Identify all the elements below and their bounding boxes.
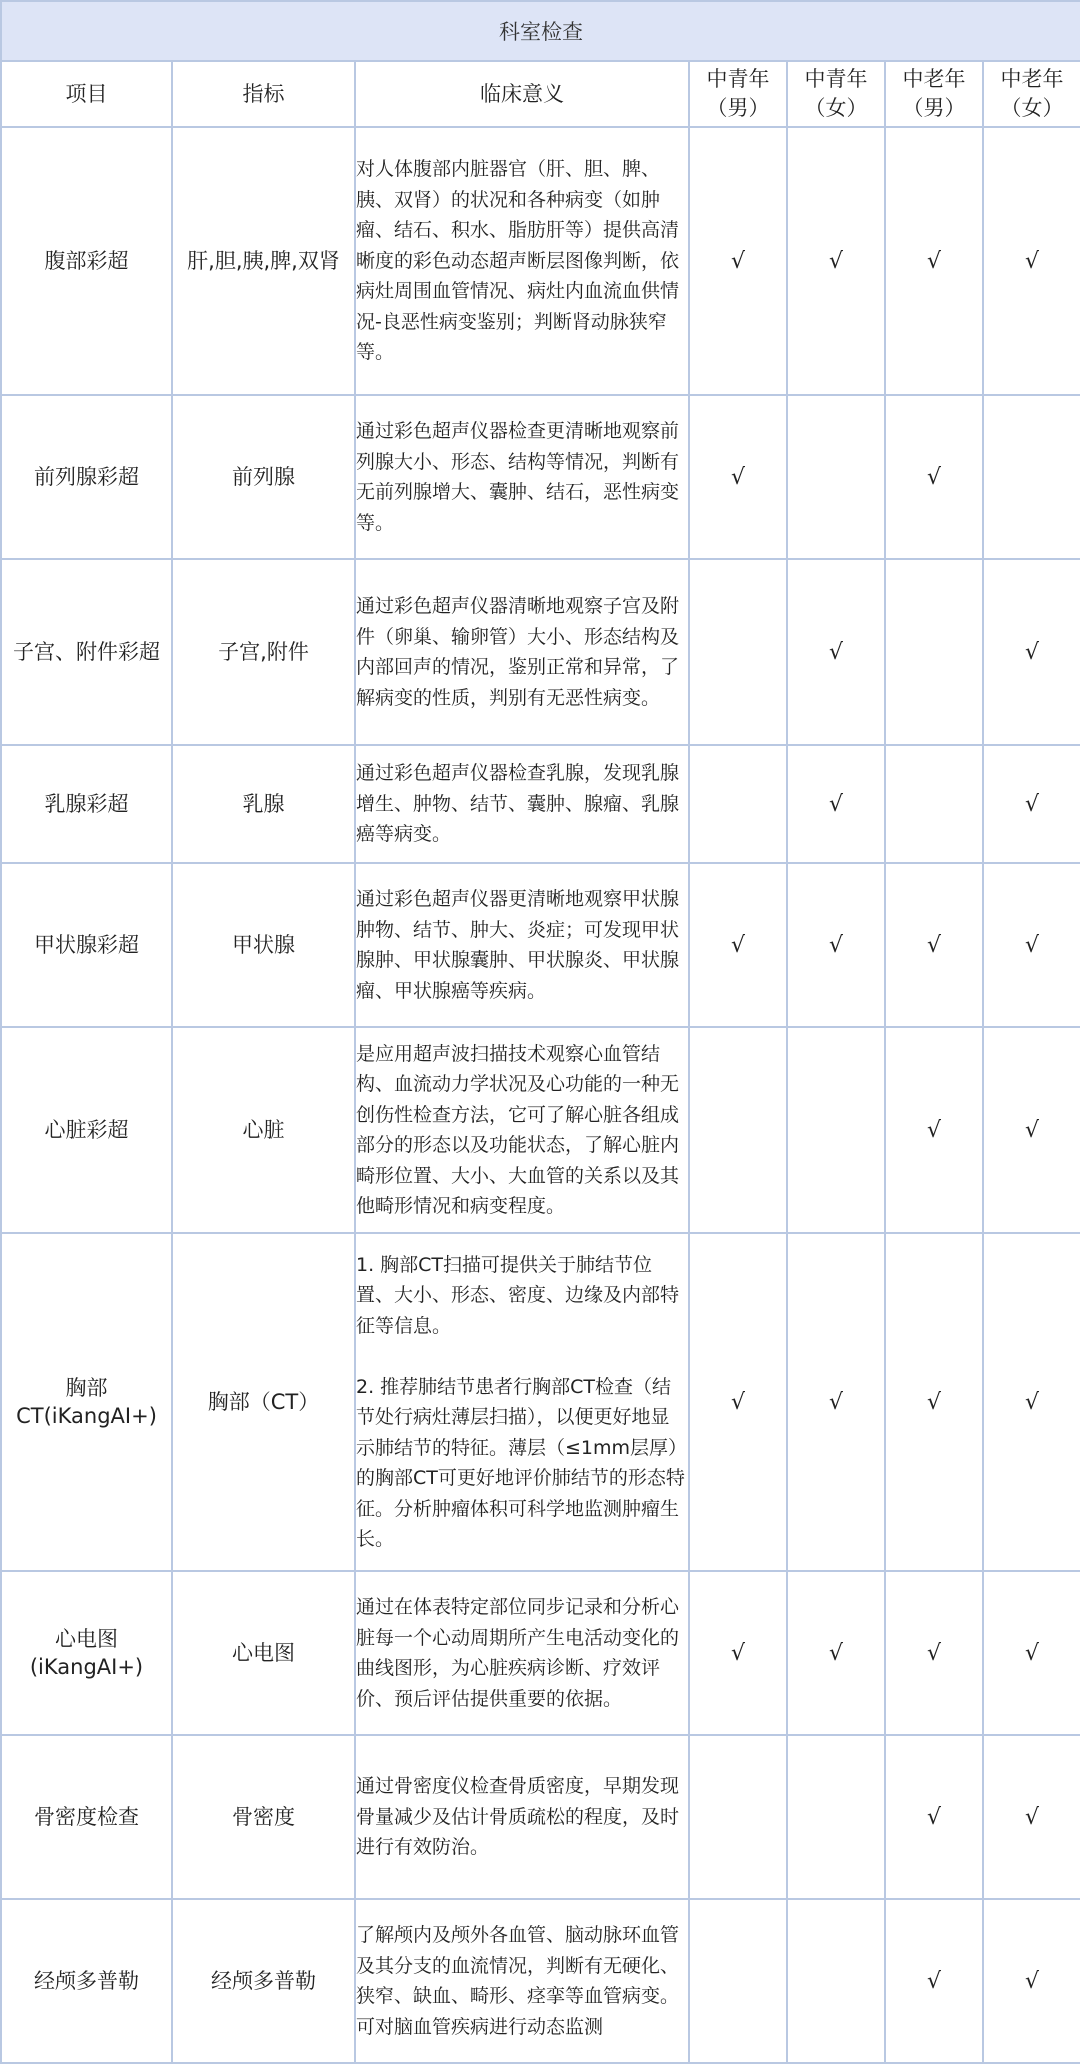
table-body [1,127,1080,2063]
check-young-female [787,1571,885,1735]
indicator: 经颅多普勒 [172,1899,355,2063]
clinical-meaning: 通过彩色超声仪器清晰地观察子宫及附件（卵巢、输卵管）大小、形态结构及内部回声的情况，鉴别正常和异常，了解病变的性质，判别有无恶性病变。 [355,559,689,745]
check-mark-icon: √ [1025,1804,1040,1830]
check-mark-icon: √ [828,639,844,665]
title-row [1,1,1080,61]
check-mark-icon: √ [926,1968,942,1994]
check-senior-female [983,1899,1080,2063]
table-row [1,559,1080,745]
check-senior-female [983,1571,1080,1735]
header-senior-male: 中老年 （男） [885,61,983,127]
clinical-meaning: 通过骨密度仪检查骨质密度，早期发现骨量减少及估计骨质疏松的程度，及时进行有效防治。 [355,1735,689,1899]
check-senior-female [983,1027,1080,1233]
clinical-meaning: 1. 胸部CT扫描可提供关于肺结节位置、大小、形态、密度、边缘及内部特征等信息。 2. 推荐肺结节患者行胸部CT检查（结节处行病灶薄层扫描），以便更好地显示肺结节的特征。薄层（≤1mm层厚）的胸部CT可更好地评价肺结节的形态特征。分析肿瘤体积可科学地监测肿瘤生长。 [355,1233,689,1571]
clinical-meaning: 对人体腹部内脏器官（肝、胆、脾、胰、双肾）的状况和各种病变（如肿瘤、结石、积水、脂肪肝等）提供高清晰度的彩色动态超声断层图像判断，依病灶周围血管情况、病灶内血流血供情况-良恶性病变鉴别；判断肾动脉狭窄等。 [355,127,689,395]
header-young-male: 中青年 （男） [689,61,787,127]
header-young-female: 中青年 （女） [787,61,885,127]
check-senior-male [885,1899,983,2063]
item-name: 骨密度检查 [1,1735,172,1899]
check-senior-male [885,1735,983,1899]
check-senior-female [983,1735,1080,1899]
check-young-male [689,1571,787,1735]
clinical-meaning: 通过彩色超声仪器更清晰地观察甲状腺肿物、结节、肿大、炎症；可发现甲状腺肿、甲状腺囊肿、甲状腺炎、甲状腺瘤、甲状腺癌等疾病。 [355,863,689,1027]
check-young-male [689,1735,787,1899]
check-senior-female [983,863,1080,1027]
item-name: 胸部 CT(iKangAI+) [1,1233,172,1571]
check-young-male [689,863,787,1027]
check-senior-female [983,395,1080,559]
item-name: 心脏彩超 [1,1027,172,1233]
indicator: 前列腺 [172,395,355,559]
indicator: 心脏 [172,1027,355,1233]
check-senior-male [885,127,983,395]
check-mark-icon: √ [1025,1968,1040,1994]
check-young-male [689,1233,787,1571]
header-indicator: 指标 [172,61,355,127]
table-row [1,395,1080,559]
item-name: 经颅多普勒 [1,1899,172,2063]
clinical-meaning: 了解颅内及颅外各血管、脑动脉环血管及其分支的血流情况，判断有无硬化、狭窄、缺血、畸形、痉挛等血管病变。可对脑血管疾病进行动态监测 [355,1899,689,2063]
header-item: 项目 [1,61,172,127]
check-young-male [689,745,787,863]
check-mark-icon: √ [828,932,844,958]
item-name: 乳腺彩超 [1,745,172,863]
check-young-female [787,1735,885,1899]
check-mark-icon: √ [926,1804,942,1830]
header-clinical-meaning: 临床意义 [355,61,689,127]
check-young-male [689,1899,787,2063]
indicator: 胸部（CT） [172,1233,355,1571]
clinical-meaning: 通过彩色超声仪器检查乳腺，发现乳腺增生、肿物、结节、囊肿、腺瘤、乳腺癌等病变。 [355,745,689,863]
check-young-female [787,559,885,745]
check-young-female [787,395,885,559]
item-name: 甲状腺彩超 [1,863,172,1027]
table-row [1,745,1080,863]
check-mark-icon: √ [730,464,746,490]
check-mark-icon: √ [1025,639,1040,665]
table-row [1,1735,1080,1899]
check-mark-icon: √ [730,1640,746,1666]
check-senior-female [983,1233,1080,1571]
check-mark-icon: √ [1025,932,1040,958]
check-senior-male [885,1571,983,1735]
check-mark-icon: √ [926,932,942,958]
check-senior-female [983,127,1080,395]
check-senior-male [885,395,983,559]
table-row [1,1571,1080,1735]
check-young-male [689,559,787,745]
check-mark-icon: √ [926,1117,942,1143]
check-young-male [689,1027,787,1233]
check-mark-icon: √ [1025,1117,1040,1143]
indicator: 心电图 [172,1571,355,1735]
table-row [1,863,1080,1027]
indicator: 子宫,附件 [172,559,355,745]
check-mark-icon: √ [828,791,844,817]
check-young-male [689,395,787,559]
check-senior-female [983,745,1080,863]
check-senior-male [885,745,983,863]
check-young-female [787,127,885,395]
check-mark-icon: √ [730,1389,746,1415]
check-senior-male [885,559,983,745]
check-young-female [787,863,885,1027]
table-row [1,1027,1080,1233]
check-young-female [787,1233,885,1571]
check-mark-icon: √ [828,1640,844,1666]
check-senior-male [885,1233,983,1571]
check-mark-icon: √ [926,1640,942,1666]
table-row [1,1233,1080,1571]
clinical-meaning: 是应用超声波扫描技术观察心血管结构、血流动力学状况及心功能的一种无创伤性检查方法，它可了解心脏各组成部分的形态以及功能状态，了解心脏内畸形位置、大小、大血管的关系以及其他畸形情况和病变程度。 [355,1027,689,1233]
indicator: 甲状腺 [172,863,355,1027]
check-mark-icon: √ [926,1389,942,1415]
check-mark-icon: √ [926,248,942,274]
clinical-meaning: 通过彩色超声仪器检查更清晰地观察前列腺大小、形态、结构等情况，判断有无前列腺增大、囊肿、结石，恶性病变等。 [355,395,689,559]
item-name: 前列腺彩超 [1,395,172,559]
indicator: 骨密度 [172,1735,355,1899]
check-mark-icon: √ [1025,791,1040,817]
check-mark-icon: √ [828,248,844,274]
item-name: 子宫、附件彩超 [1,559,172,745]
check-mark-icon: √ [926,464,942,490]
check-young-female [787,1899,885,2063]
check-young-male [689,127,787,395]
check-mark-icon: √ [828,1389,844,1415]
table-title: 科室检查 [1,1,1080,61]
check-mark-icon: √ [730,248,746,274]
check-mark-icon: √ [730,932,746,958]
check-mark-icon: √ [1025,248,1040,274]
check-mark-icon: √ [1025,1640,1040,1666]
table-row [1,1899,1080,2063]
check-senior-male [885,863,983,1027]
item-name: 腹部彩超 [1,127,172,395]
check-senior-female [983,559,1080,745]
header-row [1,61,1080,127]
table-row [1,127,1080,395]
check-young-female [787,745,885,863]
item-name: 心电图 (iKangAI+) [1,1571,172,1735]
check-young-female [787,1027,885,1233]
indicator: 肝,胆,胰,脾,双肾 [172,127,355,395]
check-senior-male [885,1027,983,1233]
clinical-meaning: 通过在体表特定部位同步记录和分析心脏每一个心动周期所产生电活动变化的曲线图形，为心脏疾病诊断、疗效评价、预后评估提供重要的依据。 [355,1571,689,1735]
header-senior-female: 中老年 （女） [983,61,1080,127]
check-mark-icon: √ [1025,1389,1040,1415]
indicator: 乳腺 [172,745,355,863]
